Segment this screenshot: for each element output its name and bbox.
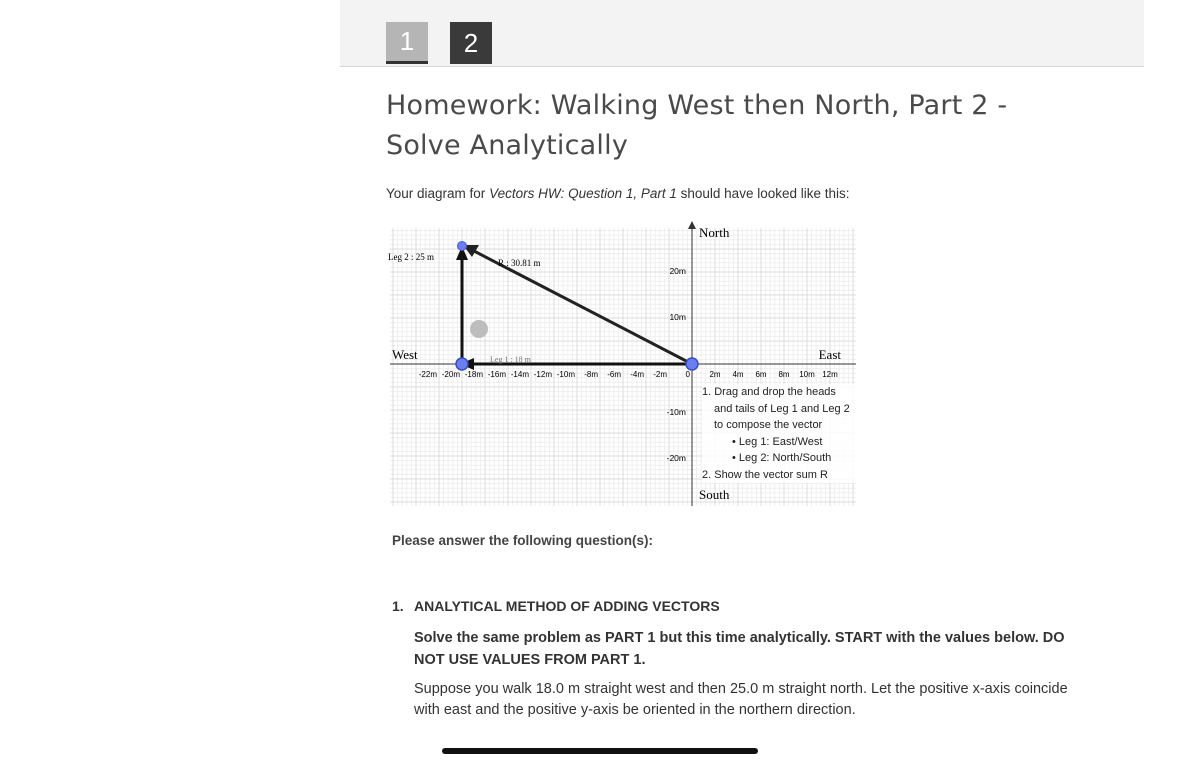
north-arrow-icon (688, 221, 696, 229)
question-title: ANALYTICAL METHOD OF ADDING VECTORS (414, 598, 720, 614)
x-tick-label: -14m (510, 370, 529, 379)
page-title: Homework: Walking West then North, Part 2 - Solve Analytically (386, 90, 1008, 161)
instruction-line: 2. Show the vector sum R (702, 468, 828, 481)
resultant-label: R : 30.81 m (498, 258, 541, 268)
question-body: Suppose you walk 18.0 m straight west and then 25.0 m straight north. Let the positive x-axis coincide with east and the positive y-axis be oriented in the northern direction. (414, 681, 1068, 718)
north-label: North (699, 225, 730, 240)
ghost-handle[interactable] (470, 320, 488, 338)
instruction-line: to compose the vector (714, 419, 823, 431)
x-tick-label: 2m (709, 370, 721, 379)
east-label: East (818, 347, 841, 362)
x-tick-label: -20m (441, 370, 460, 379)
x-tick-label: -2m (653, 370, 667, 379)
x-tick-label: -8m (584, 370, 598, 379)
x-tick-label: 4m (732, 370, 744, 379)
right-margin (1144, 0, 1200, 763)
x-tick-label: 10m (799, 370, 815, 379)
question-number: 1. (392, 598, 404, 614)
y-tick-label: 10m (669, 312, 686, 322)
instruction-line: and tails of Leg 1 and Leg 2 (714, 402, 850, 415)
questions-header: Please answer the following question(s): (392, 533, 654, 548)
x-tick-label: -16m (487, 370, 506, 379)
x-tick-label: 0 (685, 370, 690, 379)
leg1-head-handle[interactable] (456, 358, 468, 370)
intro-prefix: Your diagram for (386, 186, 490, 201)
leg2-head-handle[interactable] (458, 242, 467, 251)
instruction-line: 1. Drag and drop the heads (702, 386, 836, 398)
x-tick-label: -18m (464, 370, 483, 379)
y-tick-label: -10m (666, 407, 686, 417)
intro-text (386, 186, 850, 201)
x-tick-label: 8m (778, 370, 790, 379)
instruction-bullet: • Leg 1: East/West (732, 435, 823, 448)
homework-page (340, 0, 1144, 763)
leg1-label: Leg 1 : 18 m (490, 355, 531, 364)
diagram-instructions (702, 384, 872, 483)
x-tick-label: -12m (533, 370, 552, 379)
page-tab-1[interactable]: 1 (386, 22, 428, 64)
y-tick-label: -20m (666, 453, 686, 463)
y-tick-label: 20m (669, 266, 686, 276)
west-label: West (392, 347, 418, 362)
x-tick-label: -4m (630, 370, 644, 379)
intro-reference: Vectors HW: Question 1, Part 1 (489, 186, 677, 201)
question-instructions: Solve the same problem as PART 1 but this time analytically. START with the values below. DO NOT USE VALUES FROM PART 1. (414, 630, 1065, 668)
instruction-bullet: • Leg 2: North/South (732, 452, 832, 464)
x-tick-label: 12m (822, 370, 838, 379)
horizontal-scrollbar[interactable] (442, 748, 758, 754)
page-tab-2[interactable]: 2 (450, 22, 492, 64)
origin-handle[interactable] (686, 358, 698, 370)
leg2-label: Leg 2 : 25 m (388, 252, 434, 262)
left-margin (0, 0, 340, 763)
intro-suffix: should have looked like this: (676, 186, 850, 201)
x-tick-label: -6m (607, 370, 621, 379)
page-nav-bar (340, 0, 1144, 67)
x-tick-label: -22m (418, 370, 437, 379)
x-tick-label: -10m (556, 370, 575, 379)
x-tick-label: 6m (755, 370, 767, 379)
south-label: South (699, 487, 730, 502)
